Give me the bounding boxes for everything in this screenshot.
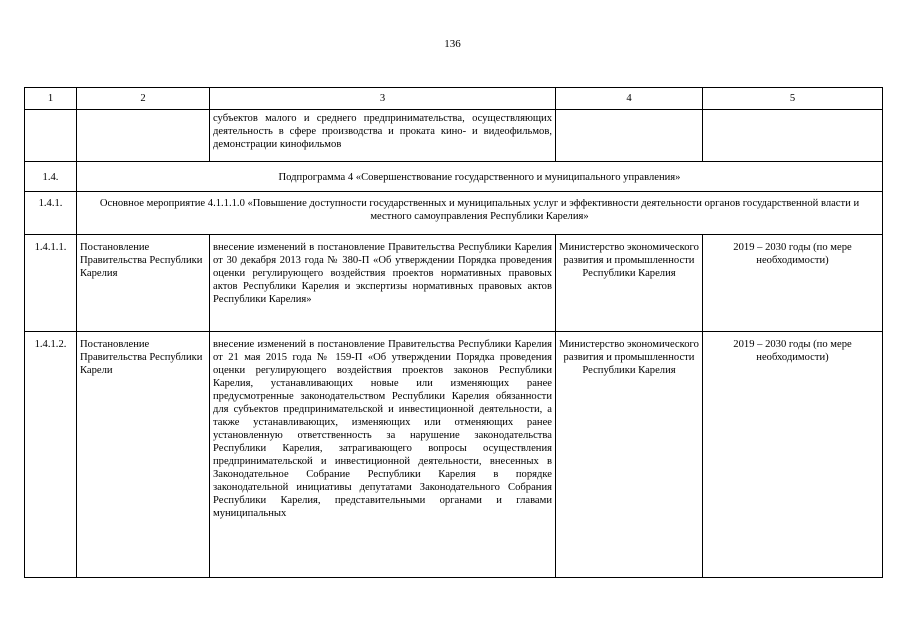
column-header-3: 3	[210, 88, 556, 110]
cell-executor: Министерство экономического развития и промышленности Республики Карелия	[556, 332, 703, 578]
cell-num	[25, 110, 77, 162]
cell-doc-type: Постановление Правительства Республики Карели	[77, 332, 210, 578]
column-header-2: 2	[77, 88, 210, 110]
cell-term: 2019 – 2030 годы (по мере необходимости)	[703, 332, 883, 578]
column-header-1: 1	[25, 88, 77, 110]
cell-num: 1.4.1.2.	[25, 332, 77, 578]
table-row-continuation	[25, 110, 883, 162]
cell-executor: Министерство экономического развития и промышленности Республики Карелия	[556, 235, 703, 332]
table-row-main-activity	[25, 192, 883, 235]
table-row-item	[25, 235, 883, 332]
cell-num: 1.4.1.1.	[25, 235, 77, 332]
measures-table	[24, 87, 883, 578]
cell-description: внесение изменений в постановление Правительства Республики Карелия от 21 мая 2015 года № 159-П «Об утверждении Порядка проведения оценки регулирующего воздействия проектов законов Республики Карелия, устанавливающих новые или изменяющих ранее предусмотренные законодательством Республики Карелия обязанности для субъектов предпринимательской и инвестиционной деятельности, а также устанавливающих, изменяющих или отменяющих ранее установленную ответственность за нарушение законодательства Республики Карелия, затрагивающего вопросы осуществления предпринимательской и инвестиционной деятельности, внесенных в Законодательное Собрание Республики Карелия в порядке законодательной инициативы депутатами Законодательного Собрания Республики Карелия, представительными органами и главами муниципальных	[210, 332, 556, 578]
cell-description: субъектов малого и среднего предпринимательства, осуществляющих деятельность в сфере производства и проката кино- и видеофильмов, демонстрации кинофильмов	[210, 110, 556, 162]
table-row-subprogram	[25, 162, 883, 192]
cell-description: внесение изменений в постановление Правительства Республики Карелия от 30 декабря 2013 года № 380-П «Об утверждении Порядка проведения оценки регулирующего воздействия проектов нормативных правовых актов Республики Карелия и экспертизы нормативных правовых актов Республики Карелия»	[210, 235, 556, 332]
cell-num: 1.4.	[25, 162, 77, 192]
header-row	[25, 88, 883, 110]
subprogram-title: Подпрограмма 4 «Совершенствование государственного и муниципального управления»	[77, 162, 883, 192]
table-row-item	[25, 332, 883, 578]
cell-doc-type: Постановление Правительства Республики Карелия	[77, 235, 210, 332]
cell-num: 1.4.1.	[25, 192, 77, 235]
column-header-4: 4	[556, 88, 703, 110]
cell-term: 2019 – 2030 годы (по мере необходимости)	[703, 235, 883, 332]
column-header-5: 5	[703, 88, 883, 110]
cell-term	[703, 110, 883, 162]
page-number: 136	[444, 38, 461, 50]
cell-doc-type	[77, 110, 210, 162]
main-activity-title: Основное мероприятие 4.1.1.1.0 «Повышение доступности государственных и муниципальных услуг и эффективности деятельности органов государственной власти и местного самоуправления Республики Карелия»	[77, 192, 883, 235]
cell-executor	[556, 110, 703, 162]
